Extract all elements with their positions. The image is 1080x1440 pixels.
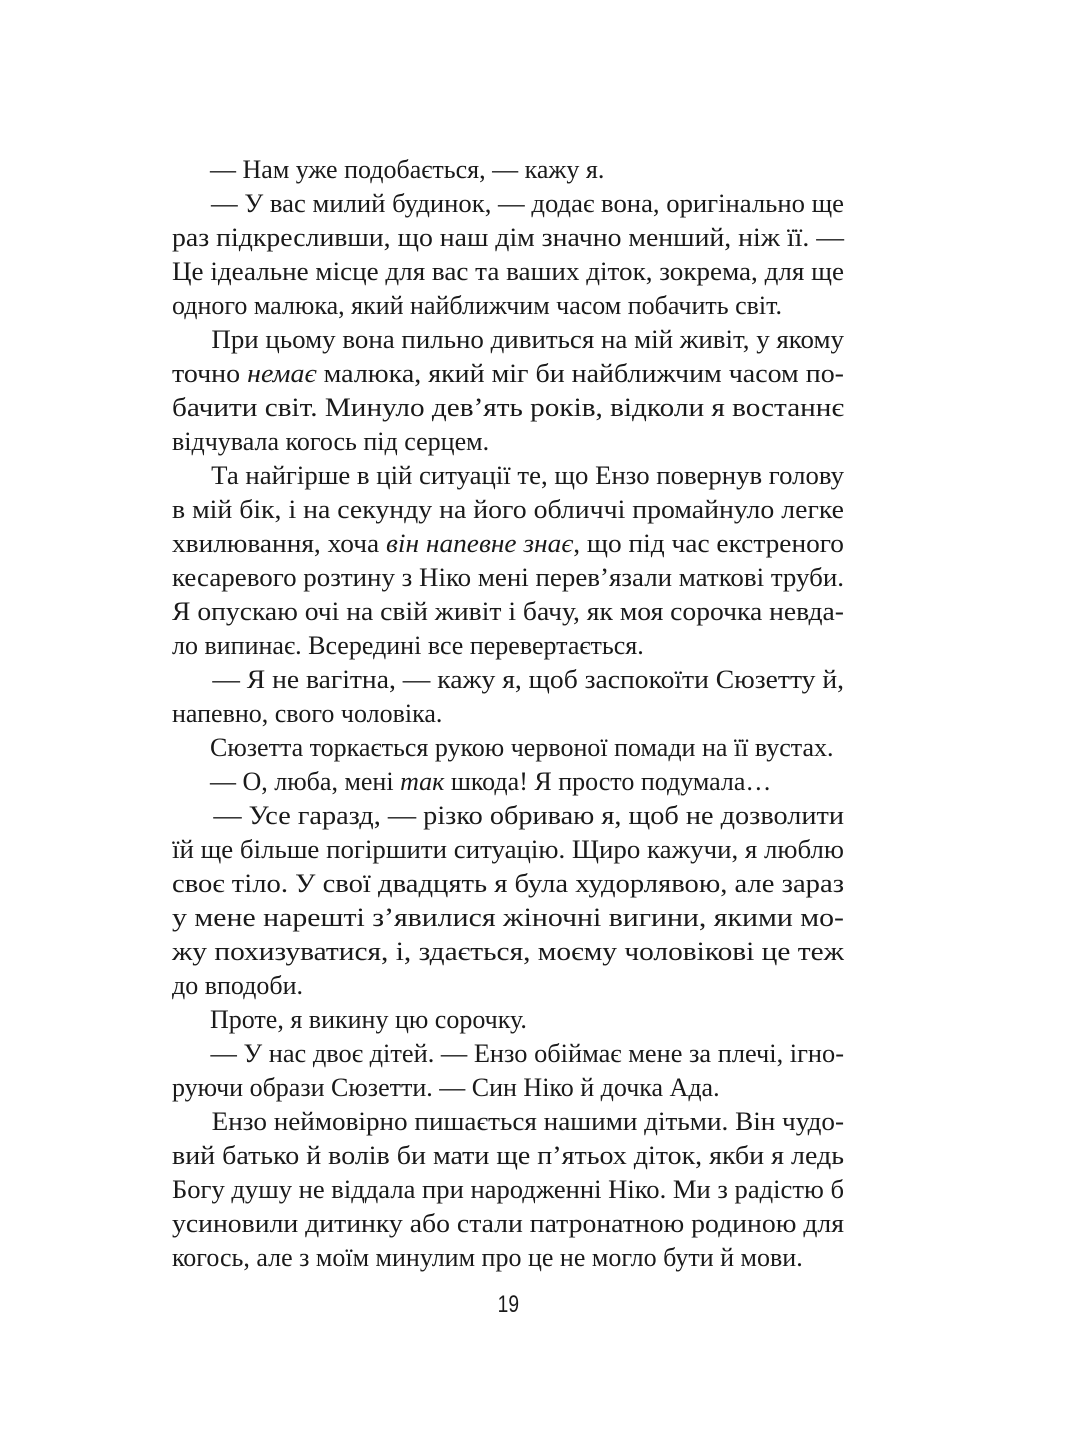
text-line: Та найгірше в цій ситуації те, що Ензо повернув голову — [211, 461, 844, 490]
text-line: Сюзетта торкається рукою червоної помади на її вустах. — [210, 733, 834, 762]
text-line: бачити світ. Минуло дев’ять років, відколи я востаннє — [172, 393, 844, 422]
text-line: — Усе гаразд, — різко обриваю я, щоб не дозволити — [213, 801, 844, 830]
text-line: в мій бік, і на секунду на його обличчі промайнуло легке — [172, 495, 844, 524]
text-line: — У вас милий будинок, — додає вона, оригінально ще — [210, 189, 844, 218]
text-line: — Я не вагітна, — кажу я, щоб заспокоїти Сюзетту й, — [212, 665, 844, 694]
text-line: точно немає малюка, який міг би найближчим часом по- — [172, 359, 845, 388]
text-line: Ензо неймовірно пишається нашими дітьми. Він чудо- — [211, 1107, 845, 1136]
text-line: Проте, я викину цю сорочку. — [210, 1005, 527, 1034]
text-line: ло випинає. Всередині все перевертається. — [172, 631, 644, 660]
text-block — [172, 153, 844, 1275]
text-line: усиновили дитинку або стали патронатною родиною для — [172, 1209, 845, 1238]
text-line: При цьому вона пильно дивиться на мій живіт, у якому — [211, 325, 845, 354]
text-line: напевно, свого чоловіка. — [172, 699, 443, 728]
text-line: одного малюка, який найближчим часом побачить світ. — [172, 291, 783, 320]
text-line: до вподоби. — [172, 971, 304, 1000]
text-line: — Нам уже подобається, — кажу я. — [210, 155, 605, 184]
text-line: руючи образи Сюзетти. — Син Ніко й дочка Ада. — [172, 1073, 720, 1102]
text-line: Це ідеальне місце для вас та ваших діток, зокрема, для ще — [172, 257, 844, 286]
text-line: когось, але з моїм минулим про це не могло бути й мови. — [172, 1243, 803, 1272]
text-line: своє тіло. У свої двадцять я була худорлявою, але зараз — [172, 869, 844, 898]
text-line: їй ще більше погіршити ситуацію. Щиро кажучи, я люблю — [172, 835, 844, 864]
page-number — [172, 1291, 844, 1319]
text-line: жу похизуватися, і, здається, моєму чоловікові це теж — [172, 937, 844, 966]
text-line: хвилювання, хоча він напевне знає, що під час екстреного — [172, 529, 844, 558]
text-line: раз підкресливши, що наш дім значно менший, ніж її. — — [172, 223, 844, 252]
text-line: Я опускаю очі на свій живіт і бачу, як моя сорочка невда- — [172, 597, 844, 626]
text-line: Богу душу не віддала при народженні Ніко. Ми з радістю б — [172, 1175, 844, 1204]
text-line: вий батько й волів би мати ще п’ятьох діток, якби я ледь — [172, 1141, 844, 1170]
page-number-value: 19 — [497, 1291, 519, 1318]
text-line: — У нас двоє дітей. — Ензо обіймає мене за плечі, ігно- — [210, 1039, 845, 1068]
text-line: у мене нарешті з’явилися жіночні вигини, якими мо- — [172, 903, 844, 932]
text-line: — О, люба, мені так шкода! Я просто подумала… — [210, 767, 772, 796]
text-line: відчувала когось під серцем. — [172, 427, 490, 456]
text-line: кесаревого розтину з Ніко мені перев’язали маткові труби. — [172, 563, 844, 592]
